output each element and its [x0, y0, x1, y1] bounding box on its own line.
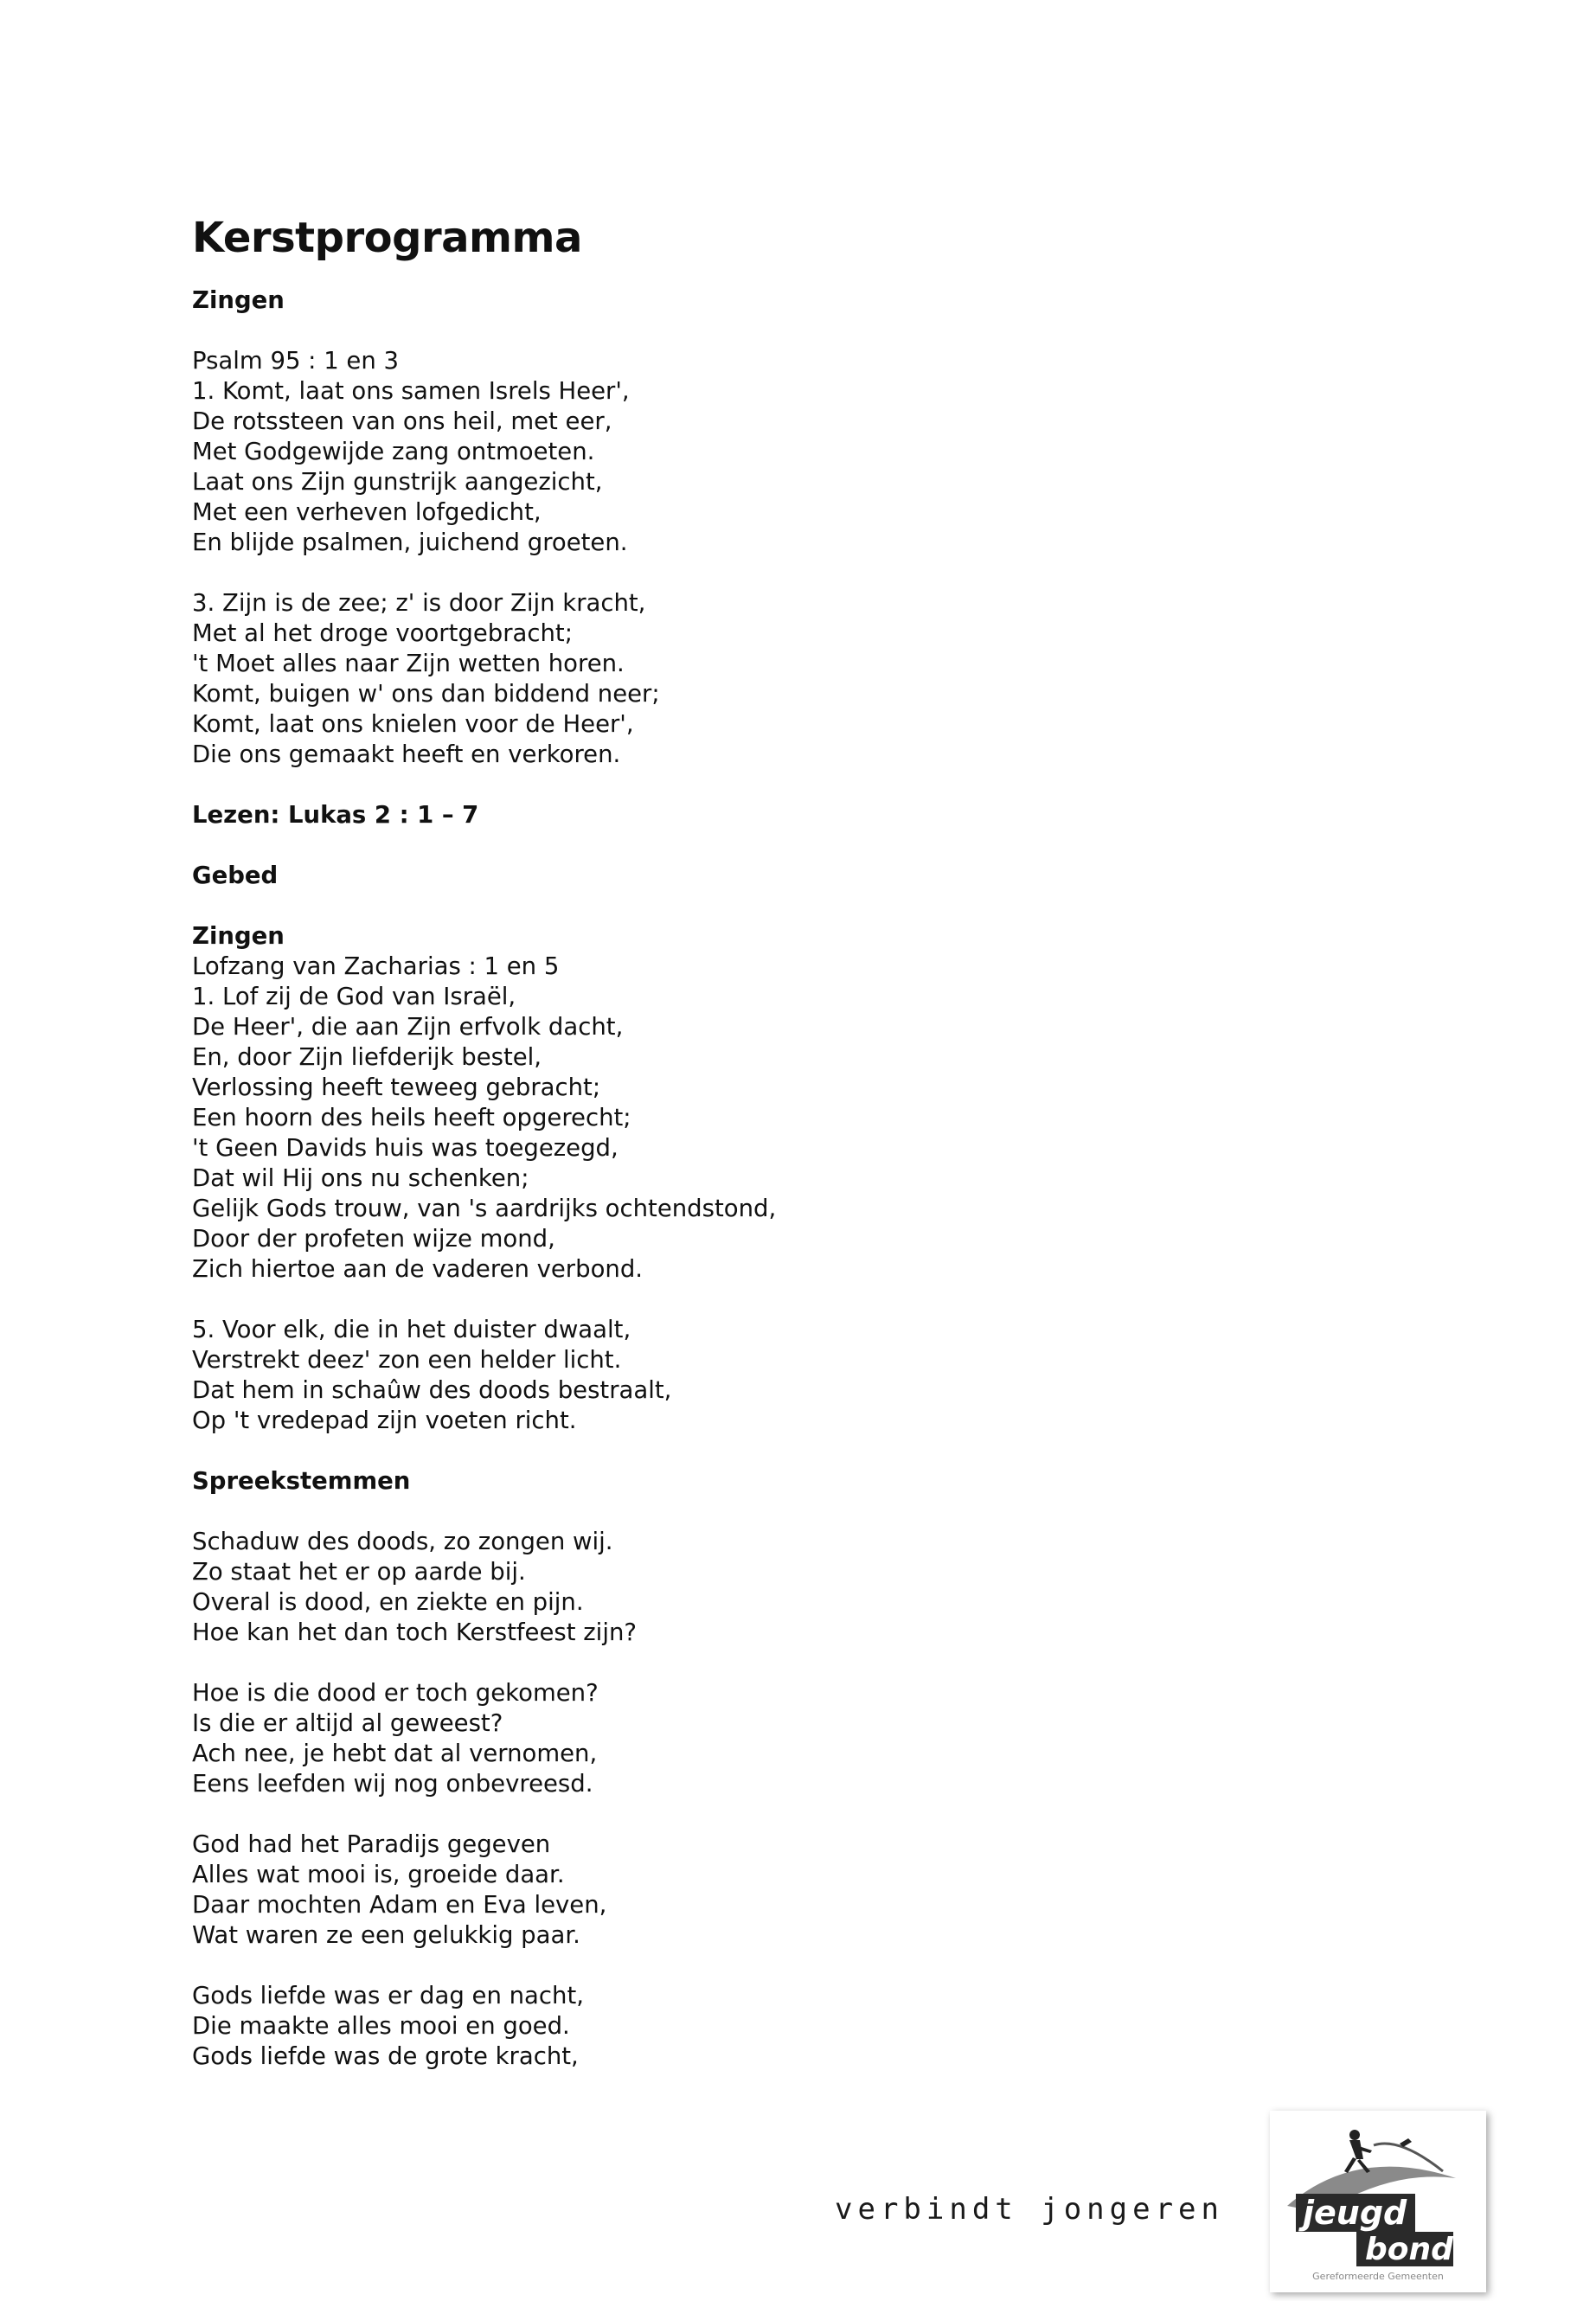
spacer: [192, 558, 1403, 588]
text-line: Lofzang van Zacharias : 1 en 5: [192, 952, 560, 980]
text-line: De rotssteen van ons heil, met eer,: [192, 407, 612, 435]
spacer: [192, 830, 1403, 861]
text-line: Een hoorn des heils heeft opgerecht;: [192, 1104, 631, 1131]
text-line: 1. Lof zij de God van Israël,: [192, 983, 516, 1010]
text-line: Wat waren ze een gelukkig paar.: [192, 1921, 580, 1949]
text-line: Alles wat mooi is, groeide daar.: [192, 1861, 565, 1888]
text-line: Met al het droge voortgebracht;: [192, 619, 573, 647]
text-line: Dat wil Hij ons nu schenken;: [192, 1164, 529, 1192]
document-body: [192, 208, 1403, 2072]
svg-text:verbindt jongeren: verbindt jongeren: [835, 2193, 1224, 2227]
text-line: Gelijk Gods trouw, van 's aardrijks ochtendstond,: [192, 1195, 777, 1222]
program-content: [192, 285, 1403, 2072]
spacer: [192, 770, 1403, 800]
text-line: God had het Paradijs gegeven: [192, 1830, 551, 1858]
page-title: Kerstprogramma: [192, 214, 582, 262]
text-line: 1. Komt, laat ons samen Isrels Heer',: [192, 377, 630, 405]
text-line: En, door Zijn liefderijk bestel,: [192, 1043, 542, 1071]
spacer: [192, 1951, 1403, 1981]
spacer: [192, 1648, 1403, 1678]
section-heading: Gebed: [192, 862, 279, 889]
text-line: Komt, buigen w' ons dan biddend neer;: [192, 680, 660, 708]
text-line: 't Geen Davids huis was toegezegd,: [192, 1134, 619, 1162]
slogan-lettering: [835, 2193, 1224, 2227]
text-line: En blijde psalmen, juichend groeten.: [192, 529, 628, 556]
text-line: De Heer', die aan Zijn erfvolk dacht,: [192, 1013, 624, 1041]
text-line: Laat ons Zijn gunstrijk aangezicht,: [192, 468, 603, 496]
logo-subtitle: Gereformeerde Gemeenten: [1312, 2271, 1444, 2282]
text-line: Hoe kan het dan toch Kerstfeest zijn?: [192, 1618, 637, 1646]
section-heading: Zingen: [192, 286, 285, 314]
slogan-text: [835, 2193, 1224, 2227]
text-line: Die ons gemaakt heeft en verkoren.: [192, 740, 621, 768]
text-line: Ach nee, je hebt dat al vernomen,: [192, 1740, 598, 1767]
text-line: Daar mochten Adam en Eva leven,: [192, 1891, 607, 1919]
text-line: Is die er altijd al geweest?: [192, 1709, 503, 1737]
spacer: [192, 1497, 1403, 1527]
section-heading: Zingen: [192, 922, 285, 950]
logo-graphic: [1270, 2111, 1486, 2275]
text-line: Komt, laat ons knielen voor de Heer',: [192, 710, 634, 738]
runner-figure-icon: [1344, 2130, 1412, 2173]
logo-word-bond: bond: [1365, 2232, 1453, 2267]
text-line: Verstrekt deez' zon een helder licht.: [192, 1346, 622, 1374]
text-line: Hoe is die dood er toch gekomen?: [192, 1679, 599, 1707]
spacer: [192, 1799, 1403, 1830]
section-heading: Spreekstemmen: [192, 1467, 411, 1495]
text-line: Op 't vredepad zijn voeten richt.: [192, 1407, 577, 1434]
section-heading: Lezen: Lukas 2 : 1 – 7: [192, 801, 479, 829]
text-line: Met Godgewijde zang ontmoeten.: [192, 438, 595, 465]
text-line: Die maakte alles mooi en goed.: [192, 2012, 570, 2040]
text-line: Overal is dood, en ziekte en pijn.: [192, 1588, 584, 1616]
text-line: Psalm 95 : 1 en 3: [192, 347, 400, 375]
logo-word-jeugd: jeugd: [1303, 2194, 1407, 2232]
text-line: Eens leefden wij nog onbevreesd.: [192, 1770, 593, 1798]
jeugdbond-logo: [1270, 2111, 1486, 2292]
text-line: 3. Zijn is de zee; z' is door Zijn kracht,: [192, 589, 646, 617]
text-line: 5. Voor elk, die in het duister dwaalt,: [192, 1316, 631, 1343]
text-line: Gods liefde was er dag en nacht,: [192, 1982, 584, 2009]
text-line: Dat hem in schaûw des doods bestraalt,: [192, 1376, 672, 1404]
spacer: [192, 891, 1403, 921]
text-line: 't Moet alles naar Zijn wetten horen.: [192, 650, 625, 677]
text-line: Door der profeten wijze mond,: [192, 1225, 555, 1253]
text-line: Gods liefde was de grote kracht,: [192, 2042, 579, 2070]
text-line: Schaduw des doods, zo zongen wij.: [192, 1528, 613, 1555]
text-line: Zo staat het er op aarde bij.: [192, 1558, 526, 1586]
spacer: [192, 316, 1403, 346]
text-line: Zich hiertoe aan de vaderen verbond.: [192, 1255, 644, 1283]
spacer: [192, 1436, 1403, 1466]
text-line: Met een verheven lofgedicht,: [192, 498, 542, 526]
spacer: [192, 1285, 1403, 1315]
text-line: Verlossing heeft teweeg gebracht;: [192, 1074, 601, 1101]
